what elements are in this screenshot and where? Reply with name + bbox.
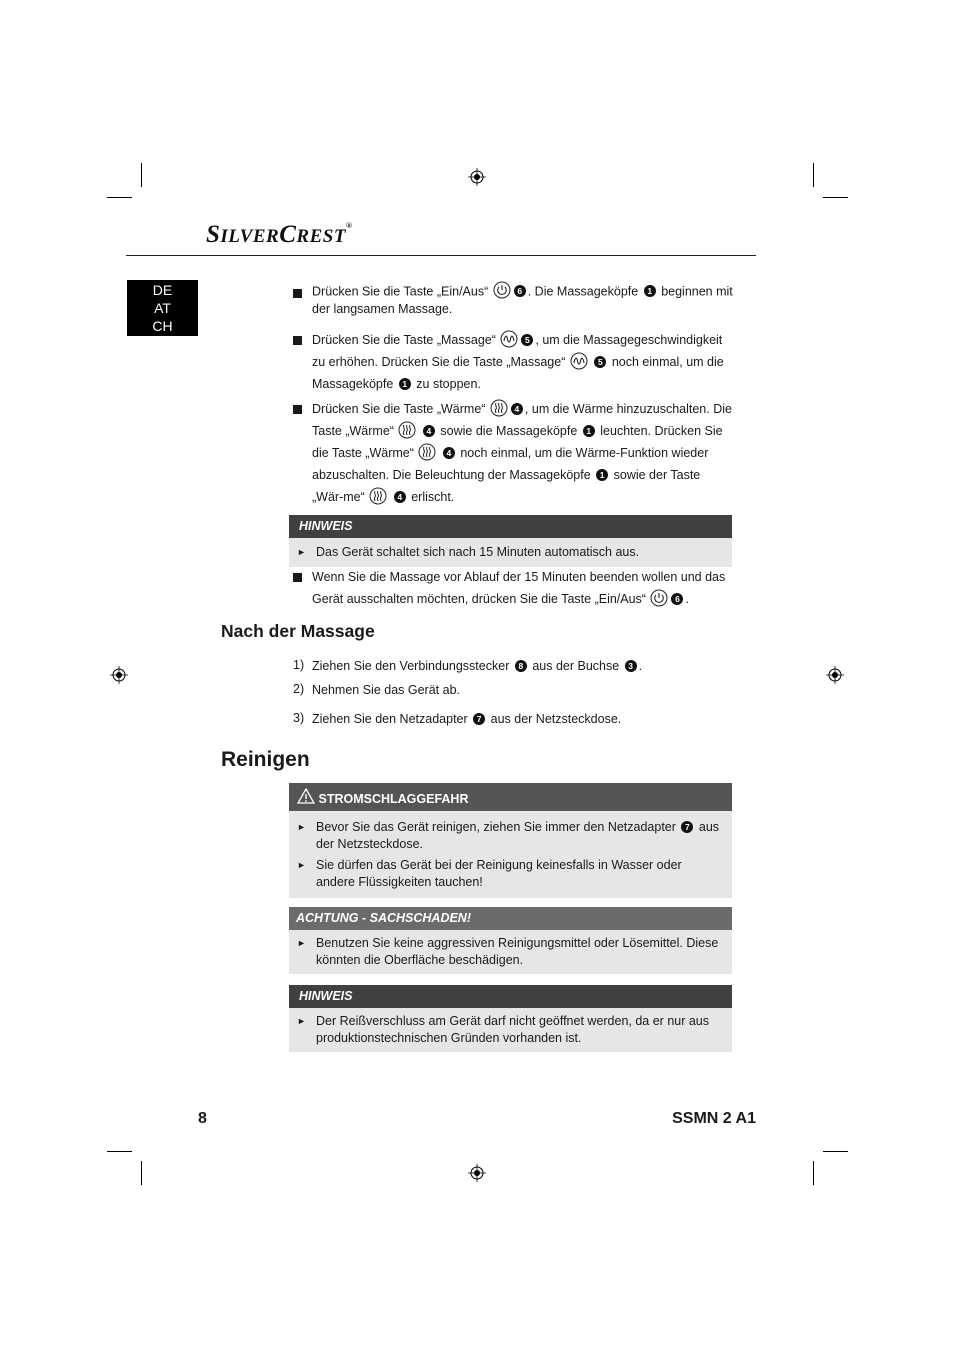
warning-title: STROMSCHLAGGEFAHR: [318, 792, 469, 806]
registration-mark-icon: [468, 168, 486, 186]
instruction-power-on: Drücken Sie die Taste „Ein/Aus“ 6 . Die Massageköpfe 1 beginnen mit der langsamen Massage.: [312, 283, 734, 318]
instruction-massage: Drücken Sie die Taste „Massage“ 5 , um die Massagegeschwindigkeit zu erhöhen. Drücken Sie die Taste „Massage“ 5 noch einmal, um die Massageköpfe 1 zu stoppen.: [312, 329, 734, 395]
massage-wave-icon: [500, 330, 518, 348]
list-item: ► Sie dürfen das Gerät bei der Reinigung keinesfalls in Wasser oder andere Flüssigkeiten tauchen!: [297, 858, 682, 889]
power-icon: [493, 281, 511, 299]
registration-mark-icon: [826, 666, 844, 684]
crop-mark: [813, 163, 814, 187]
hinweis-box: [289, 985, 732, 1052]
triangle-right-icon: ►: [297, 822, 306, 832]
step-number: 1): [293, 658, 305, 672]
triangle-right-icon: ►: [297, 860, 306, 870]
warning-box-electric-shock: [289, 783, 732, 898]
square-bullet-icon: [293, 289, 302, 298]
instruction-heat: Drücken Sie die Taste „Wärme“ 4 , um die Wärme hinzuzuschalten. Die Taste „Wärme“ 4 sowie die Massageköpfe 1 leuchten. Drücken Sie die Taste „Wärme“ 4 noch einmal, um die Wärme-Funktion wieder abzuschalten. Die Beleuchtung der Massageköpfe 1 sowie der Taste „Wär-me“ 4 erlischt.: [312, 398, 734, 508]
crop-mark: [141, 1161, 142, 1185]
section-title-nach-der-massage: Nach der Massage: [221, 621, 375, 641]
list-item: ► Benutzen Sie keine aggressiven Reinigungsmittel oder Lösemittel. Diese könnten die Oberfläche beschädigen.: [297, 936, 719, 967]
language-tab: [127, 280, 198, 336]
heat-icon: [490, 399, 508, 417]
square-bullet-icon: [293, 405, 302, 414]
power-icon: [650, 589, 668, 607]
instruction-power-off: Wenn Sie die Massage vor Ablauf der 15 Minuten beenden wollen und das Gerät ausschalten möchten, drücken Sie die Taste „Ein/Aus“ 6 .: [312, 570, 726, 606]
heat-icon: [418, 443, 436, 461]
square-bullet-icon: [293, 573, 302, 582]
triangle-right-icon: ►: [297, 547, 306, 557]
step-number: 2): [293, 682, 305, 696]
triangle-right-icon: ►: [297, 938, 306, 948]
hinweis-title: HINWEIS: [289, 515, 732, 538]
registration-mark-icon: [110, 666, 128, 684]
brand-logo: SILVERCREST®: [206, 221, 353, 248]
step-2: Nehmen Sie das Gerät ab.: [312, 683, 460, 697]
list-item: ► Der Reißverschluss am Gerät darf nicht geöffnet werden, da er nur aus produktionstechnischen Gründen vorhanden ist.: [297, 1014, 710, 1045]
massage-wave-icon: [570, 352, 588, 370]
heat-icon: [398, 421, 416, 439]
list-item: ► Bevor Sie das Gerät reinigen, ziehen Sie immer den Netzadapter 7 aus der Netzsteckdose.: [297, 820, 720, 851]
step-number: 3): [293, 711, 305, 725]
caution-box-property-damage: [289, 907, 732, 974]
list-item: ► Das Gerät schaltet sich nach 15 Minuten automatisch aus.: [297, 545, 640, 559]
hinweis-box: [289, 515, 732, 567]
header-rule: [126, 255, 756, 256]
warning-triangle-icon: [297, 788, 315, 804]
step-1: Ziehen Sie den Verbindungsstecker 8 aus der Buchse 3 .: [312, 659, 643, 673]
square-bullet-icon: [293, 336, 302, 345]
lang-de: DE: [152, 282, 173, 298]
page-number: 8: [198, 1110, 207, 1127]
lang-at: AT: [154, 300, 171, 316]
step-3: Ziehen Sie den Netzadapter 7 aus der Netzsteckdose.: [312, 712, 622, 726]
registration-mark-icon: [468, 1164, 486, 1182]
crop-mark: [107, 197, 132, 198]
heat-icon: [369, 487, 387, 505]
hinweis-title: HINWEIS: [289, 985, 732, 1008]
model-number: SSMN 2 A1: [672, 1110, 756, 1127]
caution-title: ACHTUNG - SACHSCHADEN!: [289, 907, 732, 930]
crop-mark: [823, 197, 848, 198]
triangle-right-icon: ►: [297, 1016, 306, 1026]
crop-mark: [107, 1151, 132, 1152]
crop-mark: [823, 1151, 848, 1152]
crop-mark: [813, 1161, 814, 1185]
lang-ch: CH: [152, 318, 173, 334]
crop-mark: [141, 163, 142, 187]
section-title-reinigen: Reinigen: [221, 748, 310, 771]
